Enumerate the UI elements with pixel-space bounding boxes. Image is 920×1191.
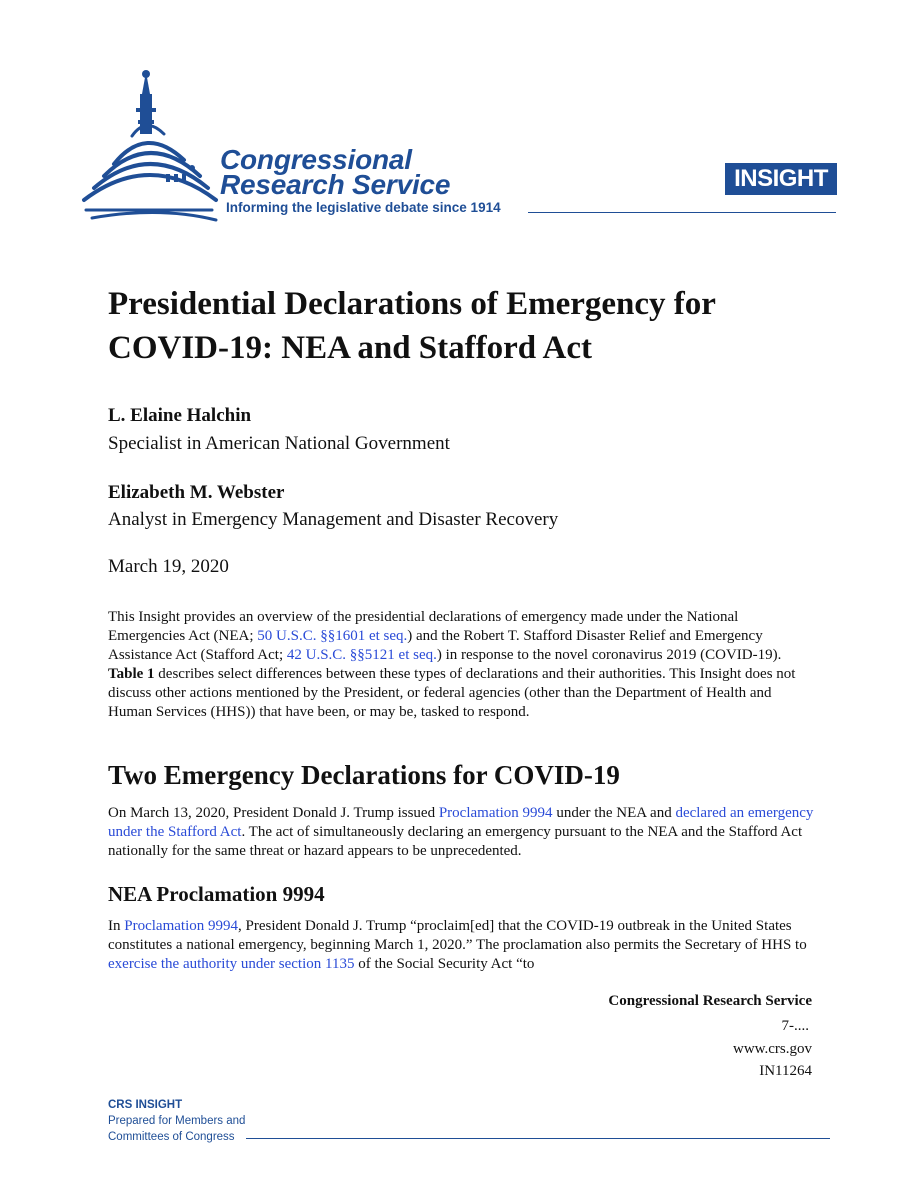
author-role: Analyst in Emergency Management and Disaster Recovery — [108, 509, 559, 530]
brand-name-line1: Congressional — [220, 144, 412, 175]
intro-paragraph: This Insight provides an overview of the presidential declarations of emergency made under the National Emergencies Act (NEA; 50 U.S.C. §§1601 et seq.) and the Robert T. Stafford Disaster Relief and Emergency Assistance Act (Stafford Act; 42 U.S.C. §§5121 et seq.) in response to the novel coronavirus 2019 (COVID-19). Table 1 describes select differences between these types of declarations and their authorities. This Insight does not discuss other actions mentioned by the President, or federal agencies (other than the Department of Health and Human Services (HHS)) that have been, or may be, tasked to respond. — [108, 609, 796, 721]
publication-date: March 19, 2020 — [108, 556, 229, 577]
author-role: Specialist in American National Government — [108, 433, 450, 454]
footer-org: Congressional Research Service — [608, 993, 812, 1009]
brand-name-line2: Research Service — [220, 169, 451, 200]
footer-report-number: 7-.... — [781, 1018, 809, 1034]
section-paragraph: On March 13, 2020, President Donald J. Trump issued Proclamation 9994 under the NEA and declared an emergency under the Stafford Act. The act of simultaneously declaring an emergency pursuant to the NEA and the Stafford Act nationally for the same threat or hazard appears to be unprecedented. — [108, 805, 814, 860]
insight-badge: INSIGHT — [725, 163, 837, 195]
stafford-emergency-link[interactable]: declared an emergency under the Stafford Act — [108, 805, 814, 841]
prepared-for-line: Prepared for Members and — [108, 1115, 246, 1127]
footer-website: www.crs.gov — [732, 1041, 812, 1057]
brand-tagline: Informing the legislative debate since 1914 — [226, 200, 501, 215]
tagline-divider — [528, 212, 836, 213]
footer-report-id: IN11264 — [759, 1063, 812, 1079]
table-reference: Table 1 — [108, 666, 155, 683]
footer-divider — [246, 1138, 830, 1139]
document-title: Presidential Declarations of Emergency for COVID-19: NEA and Stafford Act — [108, 286, 716, 366]
crs-insight-label: CRS INSIGHT — [108, 1099, 183, 1111]
proclamation-9994-link[interactable]: Proclamation 9994 — [438, 805, 553, 821]
proclamation-9994-link[interactable]: Proclamation 9994 — [124, 918, 238, 934]
author-name: Elizabeth M. Webster — [108, 482, 285, 503]
section-1135-link[interactable]: exercise the authority under section 1135 — [108, 956, 355, 973]
author-name: L. Elaine Halchin — [108, 405, 252, 426]
subsection-heading: NEA Proclamation 9994 — [108, 882, 325, 906]
subsection-paragraph: In Proclamation 9994, President Donald J. Trump “proclaim[ed] that the COVID-19 outbreak in the United States constitutes a national emergency, beginning March 1, 2020.” The proclamation also permits the Secretary of HHS to exercise the authority under section 1135 of the Social Security Act “to — [108, 918, 807, 973]
usc-50-link[interactable]: 50 U.S.C. §§1601 et seq. — [257, 628, 408, 645]
committees-line: Committees of Congress — [108, 1131, 235, 1143]
capitol-dome-logo — [80, 64, 220, 224]
section-heading: Two Emergency Declarations for COVID-19 — [108, 760, 620, 790]
usc-42-link[interactable]: 42 U.S.C. §§5121 et seq. — [286, 647, 437, 664]
